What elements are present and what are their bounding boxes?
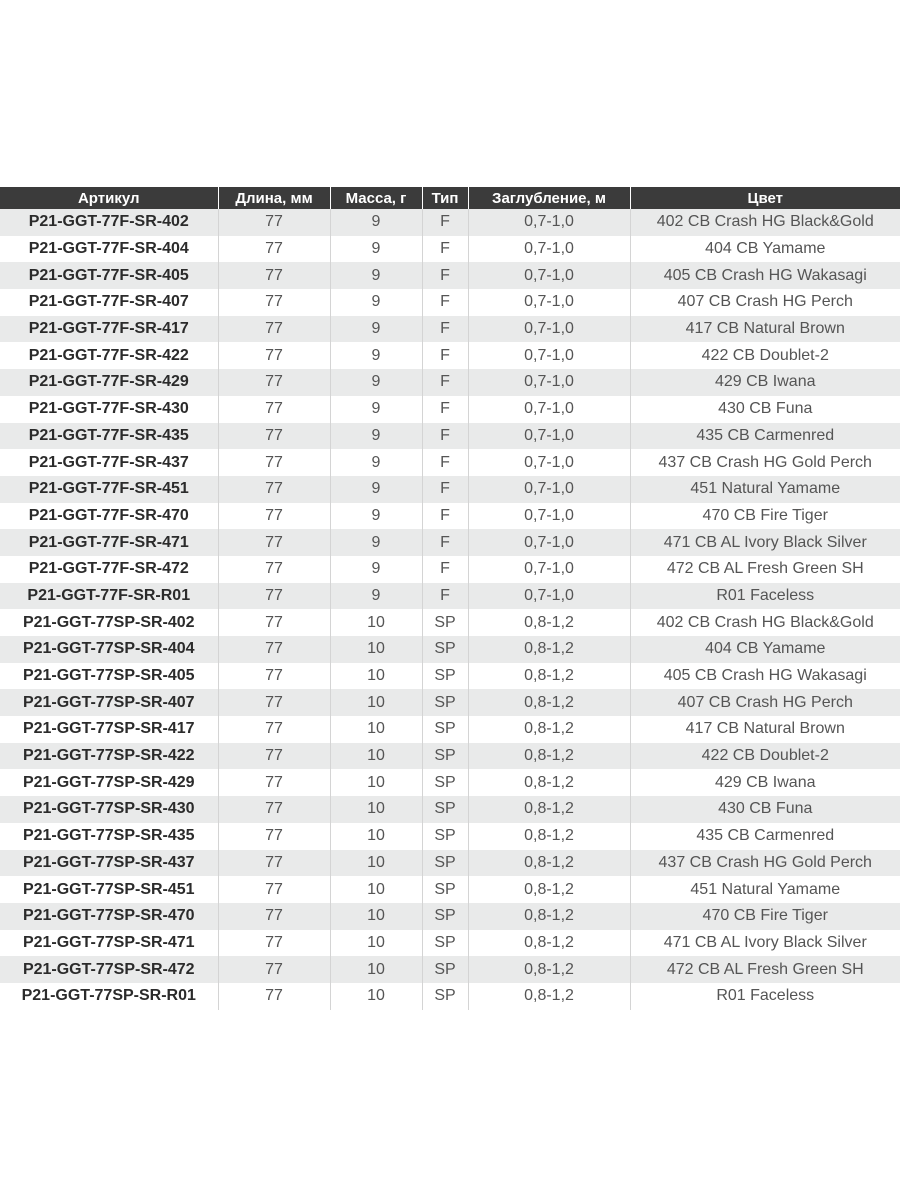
cell-article: P21-GGT-77F-SR-435: [0, 423, 218, 450]
cell-color: 407 CB Crash HG Perch: [630, 289, 900, 316]
cell-article: P21-GGT-77SP-SR-451: [0, 876, 218, 903]
cell-type: F: [422, 556, 468, 583]
cell-color: 472 CB AL Fresh Green SH: [630, 956, 900, 983]
cell-weight: 9: [330, 289, 422, 316]
cell-length: 77: [218, 743, 330, 770]
cell-length: 77: [218, 689, 330, 716]
cell-type: F: [422, 396, 468, 423]
cell-article: P21-GGT-77F-SR-430: [0, 396, 218, 423]
cell-type: SP: [422, 636, 468, 663]
cell-depth: 0,8-1,2: [468, 956, 630, 983]
cell-length: 77: [218, 369, 330, 396]
table-body: [0, 209, 900, 1010]
cell-type: F: [422, 503, 468, 530]
cell-color: 430 CB Funa: [630, 796, 900, 823]
cell-weight: 10: [330, 956, 422, 983]
table-row: [0, 663, 900, 690]
cell-type: F: [422, 342, 468, 369]
cell-depth: 0,7-1,0: [468, 396, 630, 423]
cell-article: P21-GGT-77SP-SR-417: [0, 716, 218, 743]
cell-weight: 9: [330, 209, 422, 236]
cell-type: SP: [422, 823, 468, 850]
cell-article: P21-GGT-77F-SR-422: [0, 342, 218, 369]
cell-depth: 0,7-1,0: [468, 209, 630, 236]
cell-depth: 0,7-1,0: [468, 503, 630, 530]
cell-depth: 0,8-1,2: [468, 689, 630, 716]
cell-type: SP: [422, 796, 468, 823]
cell-length: 77: [218, 449, 330, 476]
cell-length: 77: [218, 716, 330, 743]
cell-weight: 9: [330, 342, 422, 369]
cell-weight: 10: [330, 663, 422, 690]
cell-type: F: [422, 209, 468, 236]
cell-color: 437 CB Crash HG Gold Perch: [630, 850, 900, 877]
cell-article: P21-GGT-77SP-SR-470: [0, 903, 218, 930]
table-row: [0, 956, 900, 983]
cell-article: P21-GGT-77F-SR-R01: [0, 583, 218, 610]
cell-type: SP: [422, 689, 468, 716]
header-depth: Заглубление, м: [468, 187, 630, 209]
table-row: [0, 209, 900, 236]
cell-article: P21-GGT-77SP-SR-404: [0, 636, 218, 663]
cell-weight: 10: [330, 930, 422, 957]
cell-length: 77: [218, 503, 330, 530]
cell-type: SP: [422, 609, 468, 636]
cell-length: 77: [218, 796, 330, 823]
cell-length: 77: [218, 663, 330, 690]
cell-type: F: [422, 316, 468, 343]
cell-depth: 0,7-1,0: [468, 316, 630, 343]
cell-length: 77: [218, 823, 330, 850]
table-row: [0, 796, 900, 823]
table-row: [0, 689, 900, 716]
header-length: Длина, мм: [218, 187, 330, 209]
cell-length: 77: [218, 209, 330, 236]
cell-article: P21-GGT-77SP-SR-R01: [0, 983, 218, 1010]
table-row: [0, 262, 900, 289]
cell-type: F: [422, 236, 468, 263]
cell-color: 417 CB Natural Brown: [630, 716, 900, 743]
cell-color: 422 CB Doublet-2: [630, 743, 900, 770]
cell-article: P21-GGT-77SP-SR-437: [0, 850, 218, 877]
cell-depth: 0,8-1,2: [468, 903, 630, 930]
cell-article: P21-GGT-77F-SR-437: [0, 449, 218, 476]
header-type: Тип: [422, 187, 468, 209]
cell-article: P21-GGT-77SP-SR-407: [0, 689, 218, 716]
table-row: [0, 476, 900, 503]
cell-color: 429 CB Iwana: [630, 369, 900, 396]
cell-length: 77: [218, 956, 330, 983]
cell-depth: 0,8-1,2: [468, 743, 630, 770]
cell-color: R01 Faceless: [630, 583, 900, 610]
cell-color: 471 CB AL Ivory Black Silver: [630, 529, 900, 556]
cell-weight: 9: [330, 236, 422, 263]
cell-depth: 0,7-1,0: [468, 423, 630, 450]
cell-article: P21-GGT-77SP-SR-422: [0, 743, 218, 770]
table-row: [0, 289, 900, 316]
cell-weight: 10: [330, 876, 422, 903]
cell-weight: 10: [330, 903, 422, 930]
cell-color: 470 CB Fire Tiger: [630, 503, 900, 530]
header-weight: Масса, г: [330, 187, 422, 209]
table-header: [0, 187, 900, 209]
table-row: [0, 983, 900, 1010]
cell-length: 77: [218, 396, 330, 423]
cell-article: P21-GGT-77SP-SR-429: [0, 769, 218, 796]
cell-color: 405 CB Crash HG Wakasagi: [630, 262, 900, 289]
cell-color: 430 CB Funa: [630, 396, 900, 423]
header-article: Артикул: [0, 187, 218, 209]
cell-length: 77: [218, 930, 330, 957]
cell-depth: 0,8-1,2: [468, 850, 630, 877]
cell-color: 451 Natural Yamame: [630, 876, 900, 903]
table-row: [0, 769, 900, 796]
cell-type: SP: [422, 956, 468, 983]
cell-article: P21-GGT-77F-SR-405: [0, 262, 218, 289]
cell-weight: 9: [330, 423, 422, 450]
table-row: [0, 823, 900, 850]
cell-depth: 0,7-1,0: [468, 529, 630, 556]
cell-color: 404 CB Yamame: [630, 636, 900, 663]
cell-color: 435 CB Carmenred: [630, 823, 900, 850]
cell-color: 407 CB Crash HG Perch: [630, 689, 900, 716]
cell-depth: 0,8-1,2: [468, 930, 630, 957]
cell-color: 471 CB AL Ivory Black Silver: [630, 930, 900, 957]
cell-article: P21-GGT-77F-SR-472: [0, 556, 218, 583]
cell-depth: 0,8-1,2: [468, 876, 630, 903]
cell-length: 77: [218, 636, 330, 663]
cell-length: 77: [218, 316, 330, 343]
table-row: [0, 449, 900, 476]
cell-color: 437 CB Crash HG Gold Perch: [630, 449, 900, 476]
cell-length: 77: [218, 850, 330, 877]
cell-weight: 9: [330, 529, 422, 556]
table-row: [0, 876, 900, 903]
cell-type: F: [422, 289, 468, 316]
table-row: [0, 342, 900, 369]
cell-color: 404 CB Yamame: [630, 236, 900, 263]
cell-depth: 0,7-1,0: [468, 556, 630, 583]
table-row: [0, 369, 900, 396]
cell-article: P21-GGT-77SP-SR-430: [0, 796, 218, 823]
cell-weight: 10: [330, 609, 422, 636]
cell-color: 402 CB Crash HG Black&Gold: [630, 609, 900, 636]
cell-article: P21-GGT-77SP-SR-402: [0, 609, 218, 636]
cell-type: SP: [422, 876, 468, 903]
cell-weight: 10: [330, 796, 422, 823]
cell-depth: 0,8-1,2: [468, 983, 630, 1010]
cell-article: P21-GGT-77F-SR-407: [0, 289, 218, 316]
cell-color: 429 CB Iwana: [630, 769, 900, 796]
cell-article: P21-GGT-77F-SR-429: [0, 369, 218, 396]
cell-color: 405 CB Crash HG Wakasagi: [630, 663, 900, 690]
cell-article: P21-GGT-77F-SR-471: [0, 529, 218, 556]
cell-length: 77: [218, 289, 330, 316]
cell-type: SP: [422, 983, 468, 1010]
cell-color: 451 Natural Yamame: [630, 476, 900, 503]
cell-weight: 9: [330, 262, 422, 289]
cell-type: F: [422, 369, 468, 396]
cell-length: 77: [218, 476, 330, 503]
cell-depth: 0,7-1,0: [468, 262, 630, 289]
table-row: [0, 236, 900, 263]
header-row: [0, 187, 900, 209]
cell-depth: 0,8-1,2: [468, 609, 630, 636]
table-row: [0, 636, 900, 663]
cell-weight: 9: [330, 396, 422, 423]
cell-length: 77: [218, 983, 330, 1010]
cell-weight: 10: [330, 823, 422, 850]
header-color: Цвет: [630, 187, 900, 209]
cell-weight: 10: [330, 769, 422, 796]
table-row: [0, 583, 900, 610]
cell-type: SP: [422, 716, 468, 743]
cell-depth: 0,8-1,2: [468, 663, 630, 690]
cell-depth: 0,7-1,0: [468, 583, 630, 610]
table-row: [0, 316, 900, 343]
cell-depth: 0,8-1,2: [468, 716, 630, 743]
cell-article: P21-GGT-77SP-SR-405: [0, 663, 218, 690]
cell-color: 435 CB Carmenred: [630, 423, 900, 450]
table-row: [0, 556, 900, 583]
cell-color: 422 CB Doublet-2: [630, 342, 900, 369]
cell-type: SP: [422, 663, 468, 690]
cell-color: R01 Faceless: [630, 983, 900, 1010]
cell-depth: 0,8-1,2: [468, 823, 630, 850]
cell-depth: 0,8-1,2: [468, 769, 630, 796]
cell-depth: 0,7-1,0: [468, 342, 630, 369]
cell-depth: 0,7-1,0: [468, 289, 630, 316]
cell-length: 77: [218, 769, 330, 796]
cell-article: P21-GGT-77SP-SR-471: [0, 930, 218, 957]
cell-weight: 9: [330, 476, 422, 503]
cell-color: 402 CB Crash HG Black&Gold: [630, 209, 900, 236]
cell-length: 77: [218, 236, 330, 263]
cell-type: SP: [422, 930, 468, 957]
cell-color: 472 CB AL Fresh Green SH: [630, 556, 900, 583]
cell-depth: 0,7-1,0: [468, 369, 630, 396]
cell-length: 77: [218, 556, 330, 583]
cell-length: 77: [218, 609, 330, 636]
cell-weight: 10: [330, 689, 422, 716]
cell-weight: 10: [330, 983, 422, 1010]
cell-article: P21-GGT-77SP-SR-472: [0, 956, 218, 983]
cell-depth: 0,8-1,2: [468, 636, 630, 663]
cell-color: 470 CB Fire Tiger: [630, 903, 900, 930]
cell-type: F: [422, 583, 468, 610]
cell-type: F: [422, 476, 468, 503]
table-row: [0, 743, 900, 770]
cell-type: SP: [422, 769, 468, 796]
table-row: [0, 503, 900, 530]
cell-type: F: [422, 423, 468, 450]
table-row: [0, 396, 900, 423]
cell-weight: 9: [330, 316, 422, 343]
cell-length: 77: [218, 583, 330, 610]
cell-weight: 9: [330, 503, 422, 530]
cell-weight: 10: [330, 743, 422, 770]
table-row: [0, 903, 900, 930]
table-row: [0, 423, 900, 450]
cell-depth: 0,7-1,0: [468, 236, 630, 263]
cell-type: SP: [422, 743, 468, 770]
cell-weight: 10: [330, 850, 422, 877]
cell-type: SP: [422, 903, 468, 930]
cell-article: P21-GGT-77F-SR-470: [0, 503, 218, 530]
cell-weight: 10: [330, 716, 422, 743]
table-row: [0, 529, 900, 556]
cell-depth: 0,8-1,2: [468, 796, 630, 823]
cell-weight: 10: [330, 636, 422, 663]
cell-weight: 9: [330, 583, 422, 610]
cell-article: P21-GGT-77F-SR-417: [0, 316, 218, 343]
cell-length: 77: [218, 342, 330, 369]
cell-length: 77: [218, 262, 330, 289]
cell-weight: 9: [330, 369, 422, 396]
table-row: [0, 930, 900, 957]
cell-weight: 9: [330, 556, 422, 583]
table-row: [0, 716, 900, 743]
cell-type: F: [422, 449, 468, 476]
cell-weight: 9: [330, 449, 422, 476]
spec-table: [0, 187, 900, 1010]
cell-length: 77: [218, 876, 330, 903]
cell-article: P21-GGT-77SP-SR-435: [0, 823, 218, 850]
cell-length: 77: [218, 423, 330, 450]
table-row: [0, 850, 900, 877]
cell-length: 77: [218, 903, 330, 930]
cell-color: 417 CB Natural Brown: [630, 316, 900, 343]
cell-type: F: [422, 529, 468, 556]
cell-type: SP: [422, 850, 468, 877]
cell-depth: 0,7-1,0: [468, 476, 630, 503]
cell-type: F: [422, 262, 468, 289]
cell-depth: 0,7-1,0: [468, 449, 630, 476]
cell-article: P21-GGT-77F-SR-404: [0, 236, 218, 263]
table-row: [0, 609, 900, 636]
cell-article: P21-GGT-77F-SR-402: [0, 209, 218, 236]
cell-article: P21-GGT-77F-SR-451: [0, 476, 218, 503]
cell-length: 77: [218, 529, 330, 556]
